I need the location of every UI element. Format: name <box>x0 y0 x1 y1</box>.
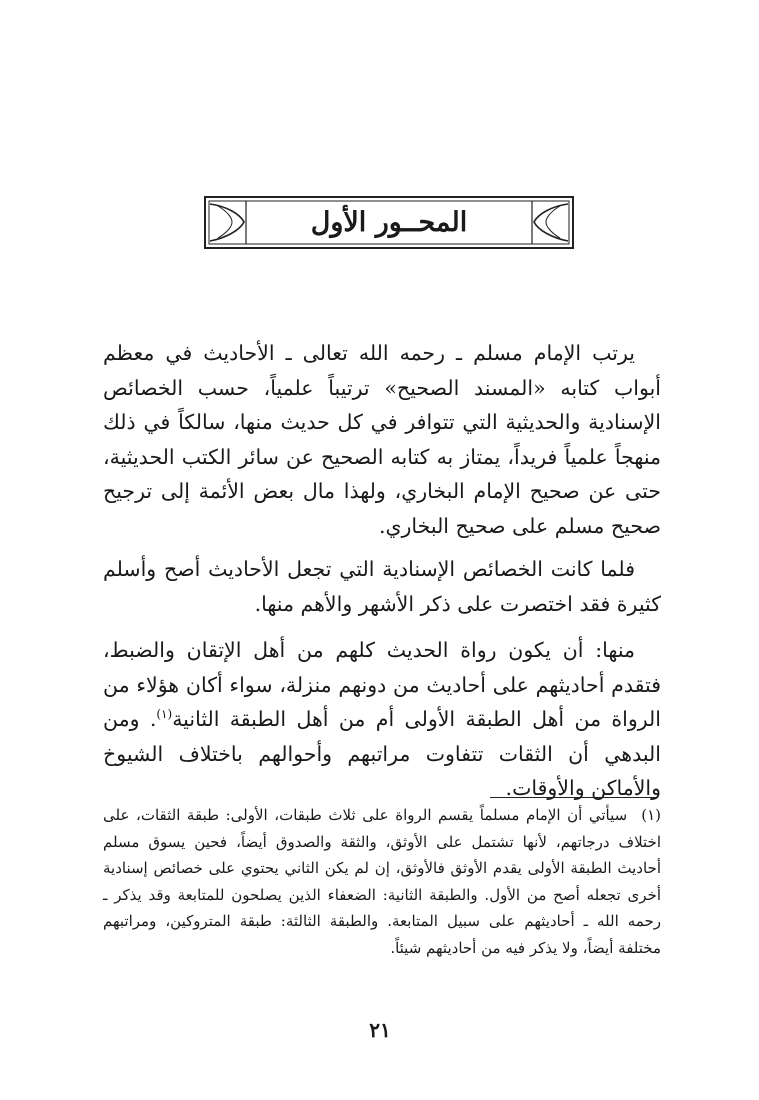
footnote <box>103 802 661 961</box>
footnote-number: (١) <box>641 806 661 824</box>
paragraph-text: يرتب الإمام مسلم ـ رحمه الله تعالى ـ الأحاديث في معظم أبواب كتابه «المسند الصحيح» ترتيباً علمياً، حسب الخصائص الإسنادية والحديثية التي تتوافر في كل حديث منها، سالكاً في ذلك منهجاً علمياً فريداً، يمتاز به كتابه الصحيح عن سائر الكتب الحديثية، حتى عن صحيح الإمام البخاري، ولهذا مال بعض الأئمة إلى ترجيح صحيح مسلم على صحيح البخاري. <box>103 341 661 538</box>
paragraph-text <box>103 633 661 806</box>
page-number: ٢١ <box>369 1018 391 1042</box>
body-paragraph-3 <box>103 633 661 806</box>
body-paragraph-1 <box>103 336 661 543</box>
chapter-title-frame <box>204 196 574 249</box>
footnote-reference[interactable]: (١) <box>156 707 173 722</box>
footnote-text: سيأتي أن الإمام مسلماً يقسم الرواة على ثلاث طبقات، الأولى: طبقة الثقات، على اختلاف درجاتهم، لأنها تشتمل على الأوثق، والثقة والصدوق أيضاً، فحين يسوق مسلم أحاديث الطبقة الأولى يقدم الأوثق فالأوثق، إن لم يكن الثاني يحتوي على خصائص إسنادية أخرى تجعله أصح من الأول. والطبقة الثانية: الضعفاء الذين يصلحون للمتابعة وقد يذكر ـ رحمه الله ـ أحاديثهم على سبيل المتابعة. والطبقة الثالثة: طبقة المتروكين، ومراتبهم مختلفة أيضاً، ولا يذكر فيه من أحاديثهم شيئاً. <box>103 806 661 957</box>
footnote-separator <box>490 797 658 798</box>
paragraph-text-part: منها: أن يكون رواة الحديث كلهم من أهل الإتقان والضبط، فتقدم أحاديثهم على أحاديث من دونهم منزلة، سواء أكان هؤلاء من الرواة من أهل الطبقة الأولى أم من أهل الطبقة الثانية <box>103 638 661 731</box>
body-paragraph-2 <box>103 552 661 621</box>
chapter-title: المحــور الأول <box>310 207 468 238</box>
paragraph-text: فلما كانت الخصائص الإسنادية التي تجعل الأحاديث أصح وأسلم كثيرة فقد اختصرت على ذكر الأشهر والأهم منها. <box>103 557 661 616</box>
paragraph-text-part: . ومن البدهي أن الثقات تتفاوت مراتبهم وأحوالهم باختلاف الشيوخ والأماكن والأوقات. <box>103 707 661 800</box>
